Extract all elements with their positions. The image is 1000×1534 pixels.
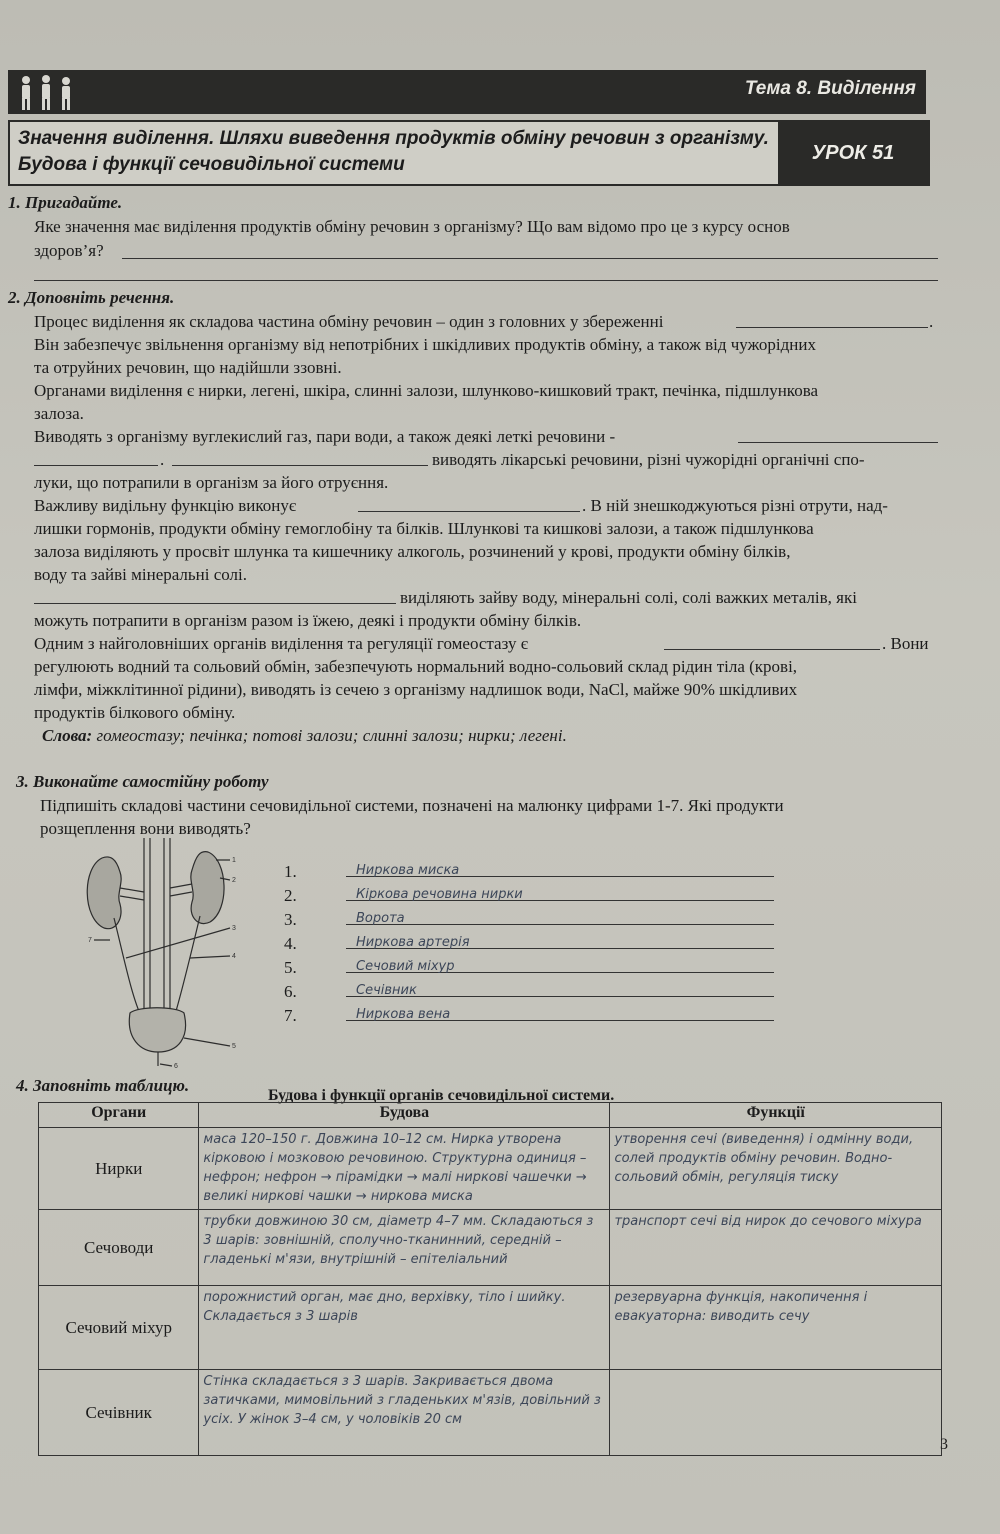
answer-number: 3. xyxy=(284,910,297,929)
lesson-title-line1: Значення виділення. Шляхи виведення продуктів обміну речовин з організму. xyxy=(18,128,769,149)
answer-text[interactable]: Ниркова артерія xyxy=(356,935,470,950)
lesson-header xyxy=(8,120,930,186)
fill-blank[interactable] xyxy=(34,465,158,466)
task2-p7a-pre: Одним з найголовніших органів виділення та регуляції гомеостазу є xyxy=(34,634,528,653)
fill-blank[interactable] xyxy=(172,465,428,466)
task1-heading: 1. Пригадайте. xyxy=(8,193,123,212)
task2-p6b: можуть потрапити в організм разом із їжею, деякі і продукти обміну білків. xyxy=(34,611,582,630)
table-row xyxy=(39,1286,942,1370)
task3-heading: 3. Виконайте самостійну роботу xyxy=(16,772,269,791)
functions-cell[interactable] xyxy=(610,1370,942,1456)
functions-cell[interactable]: резервуарна функція, накопичення і евакуаторна: виводить сечу xyxy=(610,1286,942,1370)
answer-line[interactable] xyxy=(122,258,938,259)
lesson-number: УРОК 51 xyxy=(778,122,928,184)
answer-text[interactable]: Ворота xyxy=(356,911,405,926)
table-row xyxy=(39,1128,942,1210)
task2-p5c: залоза виділяють у просвіт шлунка та кишечнику алкоголь, розчинений у крові, продукти обміну білків, xyxy=(34,542,791,561)
table-row xyxy=(39,1370,942,1456)
task2-words xyxy=(42,724,567,747)
organs-table xyxy=(38,1102,942,1456)
functions-cell[interactable]: транспорт сечі від нирок до сечового міхура xyxy=(610,1210,942,1286)
fill-blank[interactable] xyxy=(738,442,938,443)
svg-text:4: 4 xyxy=(232,953,236,960)
answer-number: 5. xyxy=(284,958,297,977)
task3-instruction-line2: розщеплення вони виводять? xyxy=(40,819,251,838)
task2-p5b: лишки гормонів, продукти обміну гемоглобіну та білків. Шлункові та кишкові залози, а також підшлункова xyxy=(34,519,814,538)
answer-text[interactable]: Ниркова миска xyxy=(356,863,460,878)
organ-cell: Сечівник xyxy=(39,1370,199,1456)
task1-question-line2: здоров’я? xyxy=(34,241,104,260)
task1-question-line1: Яке значення має виділення продуктів обміну речовин з організму? Що вам відомо про це з курсу основ xyxy=(34,217,790,236)
answer-text[interactable]: Сечівник xyxy=(356,983,417,998)
lesson-title xyxy=(18,126,788,178)
lesson-title-line2: Будова і функції сечовидільної системи xyxy=(18,154,405,175)
theme-title: Тема 8. Виділення xyxy=(744,78,916,99)
column-header: Функції xyxy=(610,1103,942,1128)
answer-number: 2. xyxy=(284,886,297,905)
structure-cell[interactable]: маса 120–150 г. Довжина 10–12 см. Нирка утворена кірковою і мозковою речовиною. Структурна одиниця – нефрон; нефрон → пірамідки → малі ниркові чашечки → великі ниркові чашки → ниркова миска xyxy=(199,1128,610,1210)
task2-p3a: Органами виділення є нирки, легені, шкіра, слинні залози, шлунково-кишковий тракт, печінка, підшлункова xyxy=(34,381,819,400)
answer-text[interactable]: Сечовий міхур xyxy=(356,959,455,974)
task2-p7c: лімфи, міжклітинної рідини), виводять із сечею з організму надлишок води, NaCl, майже 90% шкідливих xyxy=(34,680,798,699)
words-label: Слова: xyxy=(42,726,93,745)
structure-cell[interactable]: трубки довжиною 30 см, діаметр 4–7 мм. Складаються з 3 шарів: зовнішній, сполучно-тканинний, середній – гладенькі м'язи, внутрішній – епітеліальний xyxy=(199,1210,610,1286)
task2-p1: Процес виділення як складова частина обміну речовин – один з головних у збереженні xyxy=(34,312,664,331)
theme-bar xyxy=(8,70,926,114)
workbook-page: Тема 8. Виділення Значення виділення. Шляхи виведення продуктів обміну речовин з організму. Будова і функції сечовидільної системи УРОК 51 1. Пригадайте. Яке значення має виділення продуктів обміну речовин з організму? Що вам відомо про це з курсу основ здоров’я? 2. Доповніть речення. Процес виділення як складова частина обміну речовин – один з головних у збереженні . Він забезпечує звільнення організму від непотрібних і шкідливих продуктів обміну, а також від чужорідних та отруйних речовин, що надійшли ззовні. Органами виділення є нирки, легені, шкіра, слинні залози, шлунково-кишковий тракт, печінка, підшлункова залоза. Виводять з організму вуглекислий газ, пари води, а також деякі леткі речовини - . виводять лікарські речовини, різні чужорідні органічні спо- луки, що потрапили в організм за його отруєння. Важливу видільну функцію виконує . В ній знешкоджуються різні отрути, над- лишки гормонів, продукти обміну гемоглобіну та білків. Шлункові та кишкові залози, а також підшлункова залоза виділяють у просвіт шлунка та кишечнику алкоголь, розчинений у крові, продукти обміну білків, воду та зайві мінеральні солі. виділяють зайву воду, мінеральні солі, солі важких металів, які можуть потрапити в організм разом із їжею, деякі і продукти обміну білків. Одним з найголовніших органів виділення та регуляції гомеостазу є . Вони регулюють водний та сольовий обмін, забезпечують нормальний водно-сольовий склад рідин тіла (крові, лімфи, міжклітинної рідини), виводять із сечею з організму надлишок води, NaCl, майже 90% шкідливих продуктів білкового обміну. Слова: гомеостазу; печінка; потові залози; слинні залози; нирки; легені. 3. Виконайте самостійну роботу Підпишіть складові частини сечовидільної системи, позначені на малюнку цифрами 1-7. Які продукти розщеплення вони виводять? 1 2 3 4 7 5 6 1. Ниркова миска 2. Кіркова речовина нирки 3. Ворота 4. Ниркова артерія 5. Сечовий міхур 6. Сечівник 7. Ниркова вена 4. Заповніть таблицю. Будова і функції органів сечовидільної системи. Органи Будова Функції Нирки маса 120–150 г. Довжина 10–12 см. Нирка утворена кірковою і мозковою речовиною. Структурна одиниця – нефрон; нефрон → пірамідки → малі ниркові чашечки → великі ниркові чашки → ниркова миска утворення сечі (виведення) і одмінну води, солей продуктів обміну речовин. Водно-сольовий обмін, регуляція тиску Сечоводи трубки довжиною 30 см, діаметр 4–7 мм. Складаються з 3 шарів: зовнішній, сполучно-тканинний, середній – гладенькі м'язи, внутрішній – епітеліальний транспорт сечі від нирок до сечового міхура Сечовий міхур порожнистий орган, має дно, верхівку, тіло і шийку. Складається з 3 шарів резервуарна функція, накопичення і евакуаторна: виводить сечу Сечівник Стінка складається з 3 шарів. Закривається двома затичками, мимовільний з гладеньких м'язів, довільний з усіх. У жінок 3–4 см, у чоловіків 20 см 3 xyxy=(0,0,1000,1534)
organ-cell: Сечоводи xyxy=(39,1210,199,1286)
fill-blank[interactable] xyxy=(358,511,580,512)
page-number: 3 xyxy=(940,1436,948,1453)
svg-text:7: 7 xyxy=(88,937,92,944)
fill-blank[interactable] xyxy=(34,603,396,604)
answer-number: 1. xyxy=(284,862,297,881)
task2-p7b: регулюють водний та сольовий обмін, забезпечують нормальний водно-сольовий склад рідин тіла (крові, xyxy=(34,657,798,676)
svg-text:6: 6 xyxy=(174,1063,178,1068)
functions-cell[interactable]: утворення сечі (виведення) і одмінну води, солей продуктів обміну речовин. Водно-сольовий обмін, регуляція тиску xyxy=(610,1128,942,1210)
task2-heading: 2. Доповніть речення. xyxy=(8,288,175,307)
answer-text[interactable]: Ниркова вена xyxy=(356,1007,451,1022)
task2-p4c: луки, що потрапили в організм за його отруєння. xyxy=(34,473,389,492)
column-header: Будова xyxy=(199,1103,610,1128)
task2-p5d: воду та зайві мінеральні солі. xyxy=(34,565,248,584)
table-title: Будова і функції органів сечовидільної системи. xyxy=(268,1087,615,1104)
task2-p2b: та отруйних речовин, що надійшли ззовні. xyxy=(34,358,342,377)
task2-p4b: виводять лікарські речовини, різні чужорідні органічні спо- xyxy=(432,450,865,469)
task2-p7d: продуктів білкового обміну. xyxy=(34,703,236,722)
task4-heading: 4. Заповніть таблицю. xyxy=(16,1076,190,1095)
task2-p7a-post: . Вони xyxy=(882,634,929,653)
people-icon xyxy=(16,74,76,110)
organ-cell: Сечовий міхур xyxy=(39,1286,199,1370)
structure-cell[interactable]: порожнистий орган, має дно, верхівку, тіло і шийку. Складається з 3 шарів xyxy=(199,1286,610,1370)
task2-p4a: Виводять з організму вуглекислий газ, пари води, а також деякі леткі речовини - xyxy=(34,427,616,446)
urinary-system-diagram xyxy=(80,838,240,1068)
svg-text:2: 2 xyxy=(232,877,236,884)
task3-instruction-line1: Підпишіть складові частини сечовидільної системи, позначені на малюнку цифрами 1-7. Які продукти xyxy=(40,796,784,815)
table-row xyxy=(39,1210,942,1286)
column-header: Органи xyxy=(39,1103,199,1128)
answer-line[interactable] xyxy=(34,280,938,281)
answer-number: 4. xyxy=(284,934,297,953)
task2-p5a-pre: Важливу видільну функцію виконує xyxy=(34,496,297,515)
answer-number: 6. xyxy=(284,982,297,1001)
task2-p3b: залоза. xyxy=(34,404,84,423)
task2-p5a-post: . В ній знешкоджуються різні отрути, над- xyxy=(582,496,888,515)
answer-number: 7. xyxy=(284,1006,297,1025)
structure-cell[interactable]: Стінка складається з 3 шарів. Закривається двома затичками, мимовільний з гладеньких м'язів, довільний з усіх. У жінок 3–4 см, у чоловіків 20 см xyxy=(199,1370,610,1456)
fill-blank[interactable] xyxy=(664,649,880,650)
svg-text:3: 3 xyxy=(232,925,236,932)
organ-cell: Нирки xyxy=(39,1128,199,1210)
task2-p2a: Він забезпечує звільнення організму від непотрібних і шкідливих продуктів обміну, а також від чужорідних xyxy=(34,335,816,354)
svg-text:1: 1 xyxy=(232,857,236,864)
fill-blank[interactable] xyxy=(736,327,928,328)
words-list: гомеостазу; печінка; потові залози; слинні залози; нирки; легені. xyxy=(96,726,567,745)
svg-text:5: 5 xyxy=(232,1043,236,1050)
task2-p6a: виділяють зайву воду, мінеральні солі, солі важких металів, які xyxy=(400,588,857,607)
answer-text[interactable]: Кіркова речовина нирки xyxy=(356,887,523,902)
table-header-row xyxy=(39,1103,942,1128)
